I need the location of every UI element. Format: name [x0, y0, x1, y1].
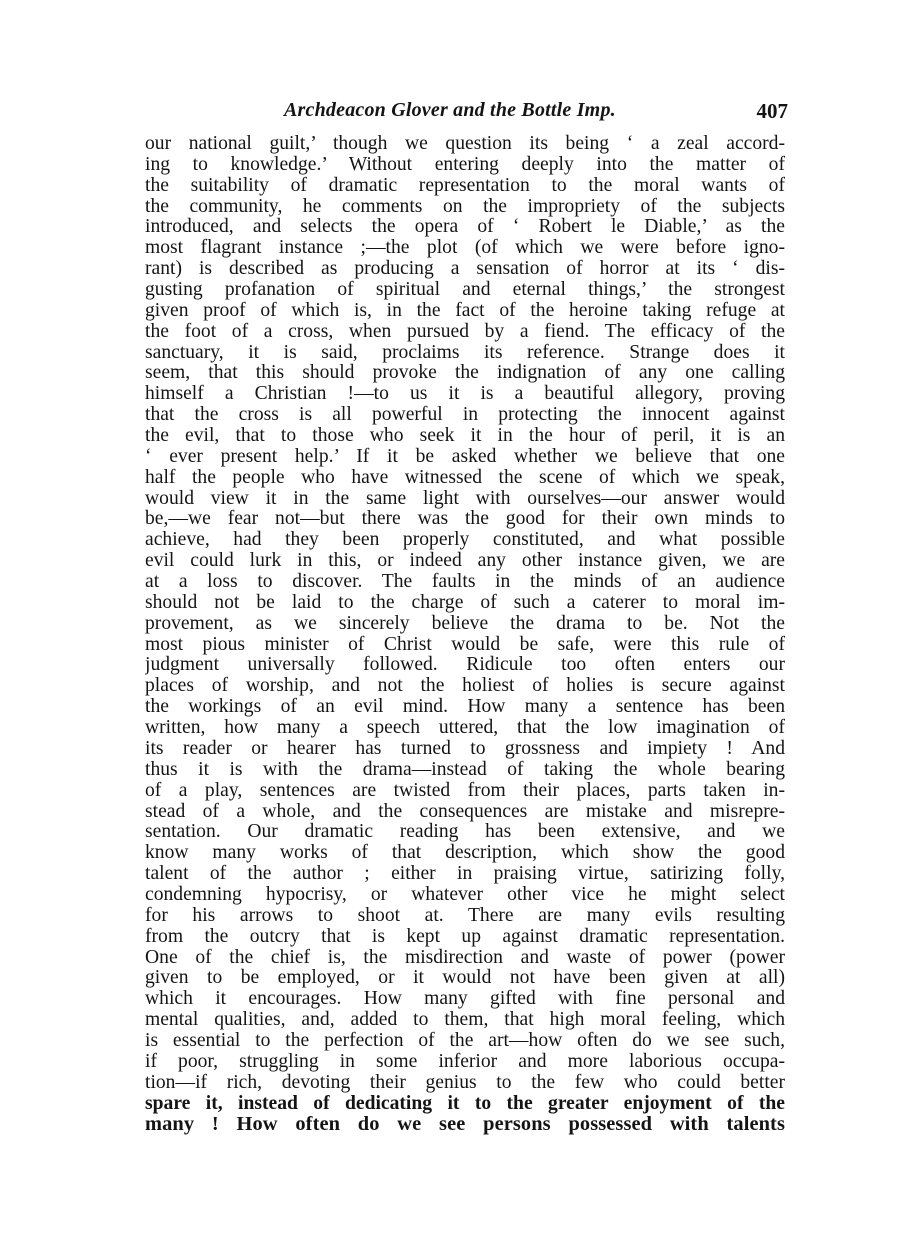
text-line: rant) is described as producing a sensation of horror at its ‘ dis-	[145, 259, 785, 280]
text-line: half the people who have witnessed the scene of which we speak,	[145, 467, 785, 488]
text-line: the workings of an evil mind. How many a sentence has been	[145, 697, 785, 718]
text-line: mental qualities, and, added to them, that high moral feeling, which	[145, 1010, 785, 1031]
text-line: sentation. Our dramatic reading has been extensive, and we	[145, 822, 785, 843]
text-line: our national guilt,’ though we question its being ‘ a zeal accord-	[145, 134, 785, 154]
text-line: if poor, struggling in some inferior and more laborious occupa-	[145, 1051, 785, 1072]
text-line: written, how many a speech uttered, that the low imagination of	[145, 718, 785, 739]
page-number: 407	[756, 99, 788, 123]
text-line: the community, he comments on the impropriety of the subjects	[145, 196, 785, 217]
text-line: given proof of which is, in the fact of the heroine taking refuge at	[145, 300, 785, 321]
text-line: introduced, and selects the opera of ‘ Robert le Diable,’ as the	[145, 217, 785, 238]
text-line: most flagrant instance ;—the plot (of which we were before igno-	[145, 238, 785, 259]
text-line: tion—if rich, devoting their genius to the few who could better	[145, 1072, 785, 1093]
text-line: the evil, that to those who seek it in the hour of peril, it is an	[145, 426, 785, 447]
text-line: that the cross is all powerful in protecting the innocent against	[145, 405, 785, 426]
text-line: is essential to the perfection of the art—how often do we see such,	[145, 1030, 785, 1051]
text-line: provement, as we sincerely believe the drama to be. Not the	[145, 613, 785, 634]
text-line: One of the chief is, the misdirection and waste of power (power	[145, 947, 785, 968]
text-line: should not be laid to the charge of such a caterer to moral im-	[145, 592, 785, 613]
text-line: evil could lurk in this, or indeed any other instance given, we are	[145, 551, 785, 572]
text-line: from the outcry that is kept up against dramatic representation.	[145, 926, 785, 947]
text-line: the suitability of dramatic representation to the moral wants of	[145, 175, 785, 196]
text-line: many ! How often do we see persons possessed with talents	[145, 1114, 785, 1136]
text-line: which it encourages. How many gifted with fine personal and	[145, 989, 785, 1010]
text-line: spare it, instead of dedicating it to the greater enjoyment of the	[145, 1093, 785, 1114]
text-line: ‘ ever present help.’ If it be asked whether we believe that one	[145, 446, 785, 467]
text-line: its reader or hearer has turned to grossness and impiety ! And	[145, 738, 785, 759]
text-line: ing to knowledge.’ Without entering deeply into the matter of	[145, 154, 785, 175]
text-line: at a loss to discover. The faults in the minds of an audience	[145, 572, 785, 593]
text-line: himself a Christian !—to us it is a beautiful allegory, proving	[145, 384, 785, 405]
text-line: the foot of a cross, when pursued by a fiend. The efficacy of the	[145, 321, 785, 342]
text-line: be,—we fear not—but there was the good for their own minds to	[145, 509, 785, 530]
text-line: know many works of that description, which show the good	[145, 843, 785, 864]
text-line: sanctuary, it is said, proclaims its reference. Strange does it	[145, 342, 785, 363]
text-line: judgment universally followed. Ridicule too often enters our	[145, 655, 785, 676]
text-line: gusting profanation of spiritual and eternal things,’ the strongest	[145, 280, 785, 301]
text-line: thus it is with the drama—instead of taking the whole bearing	[145, 759, 785, 780]
text-line: would view it in the same light with ourselves—our answer would	[145, 488, 785, 509]
text-line: seem, that this should provoke the indignation of any one calling	[145, 363, 785, 384]
text-line: condemning hypocrisy, or whatever other vice he might select	[145, 884, 785, 905]
running-title: Archdeacon Glover and the Bottle Imp.	[284, 99, 616, 121]
text-line: places of worship, and not the holiest of holies is secure against	[145, 676, 785, 697]
text-line: stead of a whole, and the consequences are mistake and misrepre-	[145, 801, 785, 822]
body-text	[145, 134, 785, 1135]
text-line: of a play, sentences are twisted from their places, parts taken in-	[145, 780, 785, 801]
text-line: talent of the author ; either in praising virtue, satirizing folly,	[145, 864, 785, 885]
text-line: most pious minister of Christ would be safe, were this rule of	[145, 634, 785, 655]
text-line: for his arrows to shoot at. There are many evils resulting	[145, 905, 785, 926]
text-line: given to be employed, or it would not have been given at all)	[145, 968, 785, 989]
running-head	[146, 99, 788, 133]
text-line: achieve, had they been properly constituted, and what possible	[145, 530, 785, 551]
